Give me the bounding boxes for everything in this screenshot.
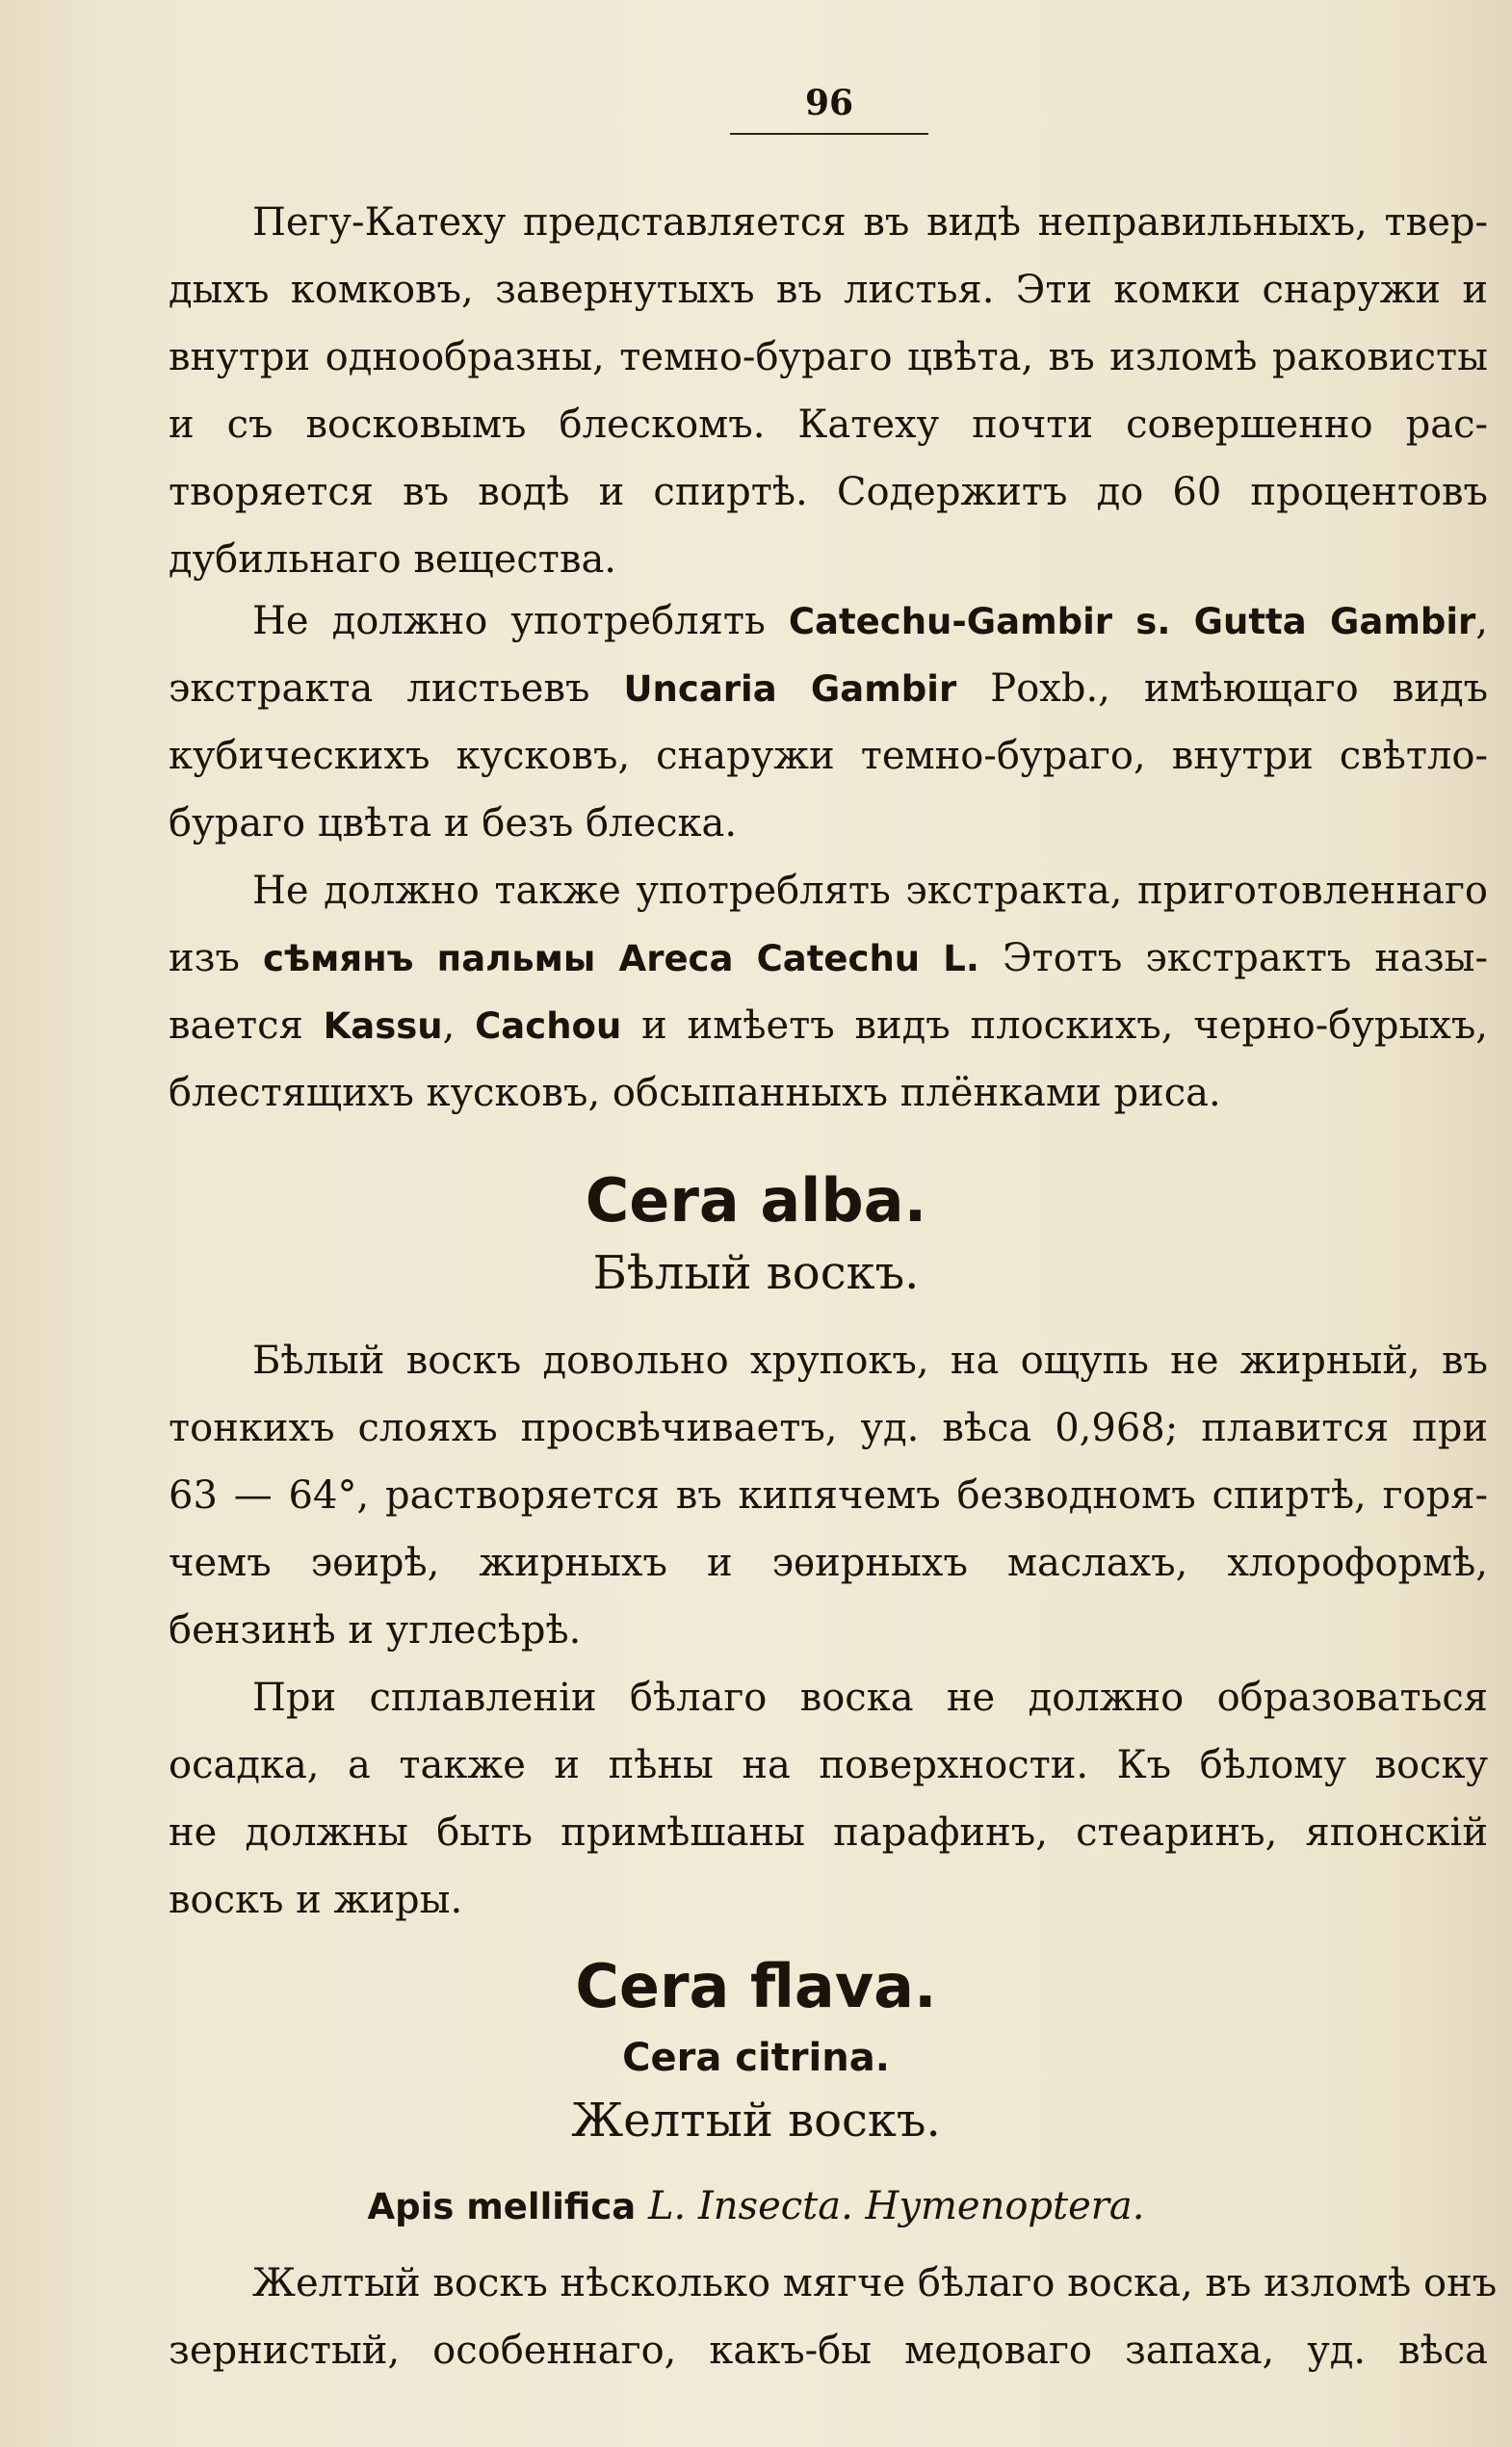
latin-term: Apis mellifica xyxy=(367,2186,637,2227)
text-span: , xyxy=(1475,599,1489,643)
text-line: творяется въ водѣ и спиртѣ. Содержитъ до 60 процентовъ xyxy=(169,470,1488,514)
text-line: При сплавленіи бѣлаго воска не должно образоваться xyxy=(252,1676,1488,1720)
text-span: , xyxy=(442,1003,456,1048)
text-line: дубильнаго вещества. xyxy=(169,537,617,582)
text-span: вается xyxy=(169,1003,303,1048)
text-line: бураго цвѣта и безъ блеска. xyxy=(169,801,738,846)
text-line: воскъ и жиры. xyxy=(169,1878,463,1922)
text-line: дыхъ комковъ, завернутыхъ въ листья. Эти комки снаружи и xyxy=(169,268,1488,312)
text-line: зернистый, особеннаго, какъ-бы медоваго запаха, уд. вѣса xyxy=(169,2329,1488,2373)
latin-term: Cachou xyxy=(475,1005,622,1047)
text-line: внутри однообразны, темно-бураго цвѣта, въ изломѣ раковисты xyxy=(169,335,1488,379)
text-line xyxy=(252,587,1488,655)
text-line: Желтый воскъ нѣсколько мягче бѣлаго воска, въ изломѣ онъ xyxy=(252,2261,1498,2305)
latin-term: Uncaria Gambir xyxy=(623,668,957,710)
text-line: не должны быть примѣшаны парафинъ, стеаринъ, японскій xyxy=(169,1810,1488,1855)
text-line: тонкихъ слояхъ просвѣчиваетъ, уд. вѣса 0,968; плавится при xyxy=(169,1406,1488,1450)
text-line xyxy=(169,655,1488,722)
text-line: чемъ эѳирѣ, жирныхъ и эѳирныхъ маслахъ, хлороформѣ, xyxy=(169,1541,1488,1585)
text-span: и имѣетъ видъ плоскихъ, черно-бурыхъ, xyxy=(641,1003,1489,1048)
header-rule xyxy=(730,133,928,135)
source-line xyxy=(0,2184,1512,2228)
section-title: Cera flava. xyxy=(575,1951,937,2021)
text-span: Не должно употреблять xyxy=(252,599,766,643)
taxonomy-text: L. Insecta. Hymenoptera. xyxy=(647,2184,1145,2228)
text-span: Этотъ экстрактъ назы- xyxy=(1002,936,1489,980)
text-line: Бѣлый воскъ довольно хрупокъ, на ощупь не жирный, въ xyxy=(252,1339,1488,1383)
latin-term: Kassu xyxy=(323,1005,443,1047)
latin-term: Catechu-Gambir s. Gutta Gambir xyxy=(788,601,1476,642)
section-subtitle: Бѣлый воскъ. xyxy=(592,1246,920,1300)
text-line: 63 — 64°, растворяется въ кипячемъ безводномъ спиртѣ, горя- xyxy=(169,1473,1488,1518)
page-number: 96 xyxy=(804,83,854,123)
text-line: Не должно также употреблять экстракта, приготовленнаго xyxy=(252,869,1488,913)
text-line xyxy=(169,992,1488,1059)
text-line: бензинѣ и углесѣрѣ. xyxy=(169,1608,582,1653)
text-line: и съ восковымъ блескомъ. Катеху почти совершенно рас- xyxy=(169,403,1488,447)
text-span: Рохb., имѣющаго видъ xyxy=(990,666,1489,711)
text-line: кубическихъ кусковъ, снаружи темно-бураго, внутри свѣтло- xyxy=(169,734,1488,778)
section-title: Cera alba. xyxy=(585,1165,927,1236)
text-span: экстракта листьевъ xyxy=(169,666,590,711)
text-span: изъ xyxy=(169,936,240,980)
text-line: блестящихъ кусковъ, обсыпанныхъ плёнками риса. xyxy=(169,1071,1221,1115)
section-synonym: Cera citrina. xyxy=(622,2036,890,2080)
latin-term: сѣмянъ пальмы Areca Catechu L. xyxy=(262,938,979,979)
text-line: осадка, а также и пѣны на поверхности. Къ бѣлому воску xyxy=(169,1743,1488,1787)
text-line: Пегу-Катеху представляется въ видѣ неправильныхъ, твер- xyxy=(252,200,1488,245)
text-line xyxy=(169,924,1488,992)
section-subtitle: Желтый воскъ. xyxy=(571,2094,941,2148)
